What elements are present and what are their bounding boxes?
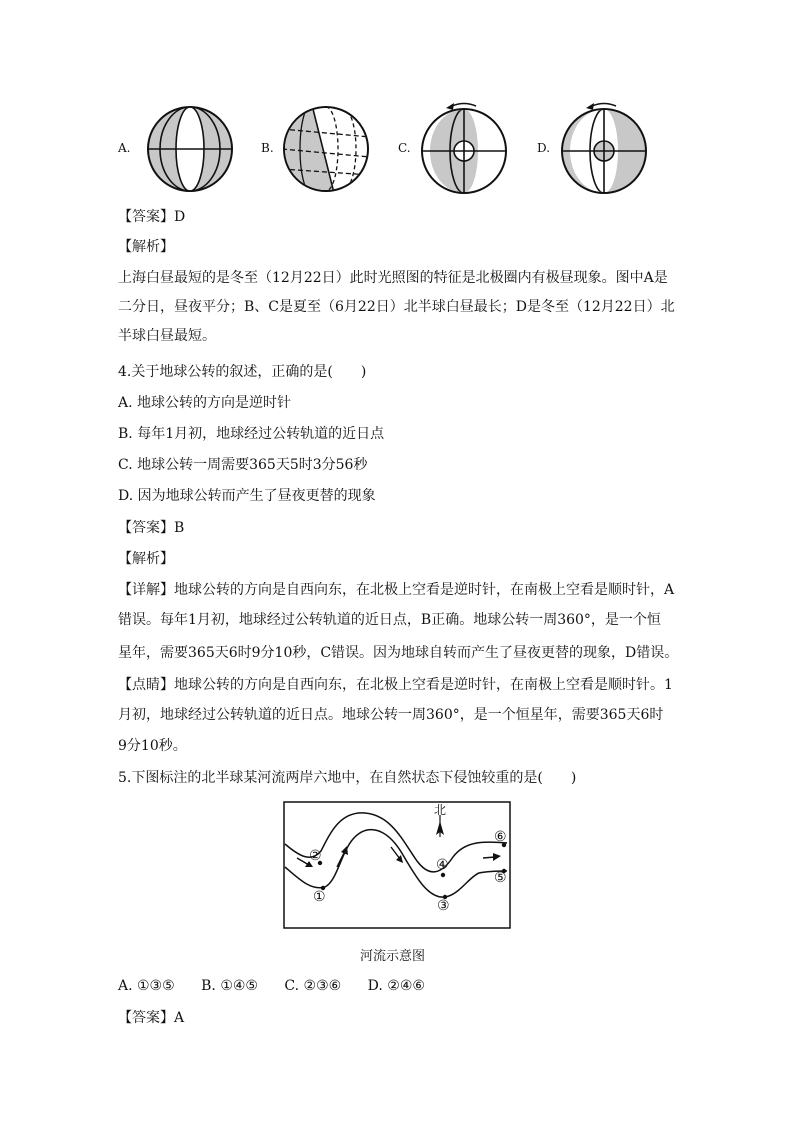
river-diagram-drawing [283, 801, 511, 929]
q4-answer: 【答案】B [118, 520, 185, 536]
river-point-1: ① [313, 889, 326, 905]
q4-point-line-3: 9分10秒。 [118, 738, 187, 754]
figure-caption: 河流示意图 [360, 949, 426, 964]
globe-figure-d [560, 100, 650, 195]
q3-analysis-line-1: 上海白昼最短的是冬至（12月22日）此时光照图的特征是北极圈内有极昼现象。图中A是 [118, 270, 668, 286]
q4-analysis-heading: 【解析】 [118, 551, 174, 567]
north-label: 北 [434, 803, 447, 817]
q4-stem: 4.关于地球公转的叙述，正确的是( ) [118, 364, 367, 380]
q4-detail-line-1: 【详解】地球公转的方向是自西向东，在北极上空看是逆时针，在南极上空看是顺时针，A [118, 582, 675, 598]
river-point-4: ④ [436, 857, 449, 873]
globe-figure-a [146, 105, 234, 193]
q3-option-d-label: D. [537, 141, 551, 155]
q4-point-line-2: 月初，地球经过公转轨道的近日点。地球公转一周360°，是一个恒星年，需要365天6时 [118, 707, 664, 723]
river-point-3: ③ [437, 898, 450, 914]
q5-option-d: D. ②④⑥ [367, 978, 425, 994]
q5-option-c: C. ②③⑥ [284, 978, 342, 994]
q3-answer: 【答案】D [118, 209, 186, 225]
q4-point-line-1: 【点睛】地球公转的方向是自西向东，在北极上空看是逆时针，在南极上空看是顺时针。1 [118, 677, 673, 693]
q4-option-c: C. 地球公转一周需要365天5时3分56秒 [118, 457, 368, 473]
q4-option-a: A. 地球公转的方向是逆时针 [118, 395, 292, 411]
q5-answer: 【答案】A [118, 1010, 185, 1026]
globe-figure-b [282, 105, 370, 193]
q3-option-b-label: B. [261, 141, 274, 155]
q4-detail-line-3: 星年，需要365天6时9分10秒，C错误。因为地球自转而产生了昼夜更替的现象，D错误。 [118, 645, 679, 661]
river-point-6: ⑥ [494, 829, 507, 845]
q4-option-d: D. 因为地球公转而产生了昼夜更替的现象 [118, 488, 376, 504]
q3-analysis-heading: 【解析】 [118, 239, 174, 255]
q3-option-c-label: C. [398, 141, 411, 155]
q5-option-b: B. ①④⑤ [201, 978, 258, 994]
q5-stem: 5.下图标注的北半球某河流两岸六地中，在自然状态下侵蚀较重的是( ) [118, 770, 577, 786]
river-point-5: ⑤ [494, 870, 507, 886]
river-diagram [283, 801, 511, 929]
q5-options [118, 976, 447, 996]
q3-analysis-line-3: 半球白昼最短。 [118, 328, 216, 344]
q4-detail-line-2: 错误。每年1月初，地球经过公转轨道的近日点，B正确。地球公转一周360°，是一个恒 [118, 612, 661, 628]
q5-option-a: A. ①③⑤ [118, 978, 175, 994]
river-point-2: ② [309, 848, 322, 864]
q3-option-a-label: A. [118, 141, 131, 155]
q3-analysis-line-2: 二分日，昼夜平分；B、C是夏至（6月22日）北半球白昼最长；D是冬至（12月22日）北 [118, 299, 675, 315]
globe-figure-c [420, 100, 510, 195]
q4-option-b: B. 每年1月初，地球经过公转轨道的近日点 [118, 426, 385, 442]
